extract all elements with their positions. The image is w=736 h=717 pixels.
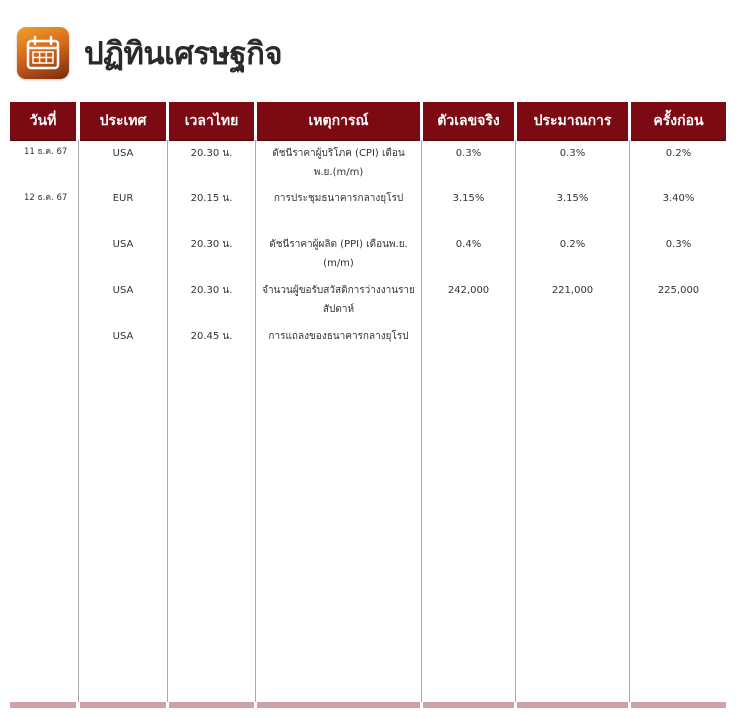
table-cell-time: 20.30 น.: [190, 148, 233, 159]
table-cell-previous: 0.2%: [665, 148, 692, 159]
footer-bar: [257, 702, 420, 708]
table-cell-event: การแถลงของธนาคารกลางยุโรป: [268, 331, 409, 342]
table-cell-event: จำนวนผู้ขอรับสวัสดิการว่างงานราย สัปดาห์: [262, 285, 415, 315]
footer-bar: [631, 702, 726, 708]
footer-bar: [517, 702, 628, 708]
table-cell-previous: 3.40%: [662, 193, 695, 204]
table-cell-country: USA: [112, 331, 134, 342]
table-cell-time: 20.45 น.: [190, 331, 233, 342]
table-header-row: [10, 102, 726, 140]
column-header-date: วันที่: [10, 102, 76, 141]
table-cell-country: USA: [112, 148, 134, 159]
table-cell-forecast: 3.15%: [556, 193, 589, 204]
table-cell-actual: 0.3%: [455, 148, 482, 159]
table-cell-event: ดัชนีราคาผู้บริโภค (CPI) เดือน พ.ย.(m/m): [272, 148, 405, 178]
column-header-thai-time: เวลาไทย: [169, 102, 254, 141]
table-cell-previous: 0.3%: [665, 239, 692, 250]
table-cell-country: USA: [112, 239, 134, 250]
table-cell-actual: 3.15%: [452, 193, 485, 204]
table-cell-actual: 242,000: [447, 285, 490, 296]
table-cell-actual: 0.4%: [455, 239, 482, 250]
footer-bar: [80, 702, 166, 708]
column-header-country: ประเทศ: [80, 102, 166, 141]
table-cell-forecast: 0.3%: [559, 148, 586, 159]
column-divider: [515, 140, 516, 702]
table-cell-time: 20.30 น.: [190, 239, 233, 250]
column-header-previous: ครั้งก่อน: [631, 102, 726, 141]
table-cell-date: 12 ธ.ค. 67: [24, 193, 68, 203]
table-cell-date: 11 ธ.ค. 67: [24, 147, 68, 157]
economic-calendar-table: [10, 102, 726, 708]
column-header-event: เหตุการณ์: [257, 102, 420, 141]
column-divider: [78, 140, 79, 702]
table-cell-country: USA: [112, 285, 134, 296]
table-cell-forecast: 0.2%: [559, 239, 586, 250]
column-divider: [167, 140, 168, 702]
table-cell-time: 20.15 น.: [190, 193, 233, 204]
table-cell-event: ดัชนีราคาผู้ผลิต (PPI) เดือนพ.ย. (m/m): [269, 239, 408, 269]
page-header: [17, 27, 282, 79]
table-cell-forecast: 221,000: [551, 285, 594, 296]
table-cell-time: 20.30 น.: [190, 285, 233, 296]
calendar-icon: [17, 27, 69, 79]
table-cell-previous: 225,000: [657, 285, 700, 296]
table-cell-country: EUR: [112, 193, 134, 204]
table-cell-event: การประชุมธนาคารกลางยุโรป: [273, 193, 404, 204]
column-header-actual: ตัวเลขจริง: [423, 102, 514, 141]
column-divider: [629, 140, 630, 702]
page-title: ปฏิทินเศรษฐกิจ: [84, 36, 283, 72]
footer-bar: [10, 702, 76, 708]
column-header-forecast: ประมาณการ: [517, 102, 628, 141]
column-divider: [255, 140, 256, 702]
footer-bar: [423, 702, 514, 708]
column-divider: [421, 140, 422, 702]
footer-bar: [169, 702, 254, 708]
